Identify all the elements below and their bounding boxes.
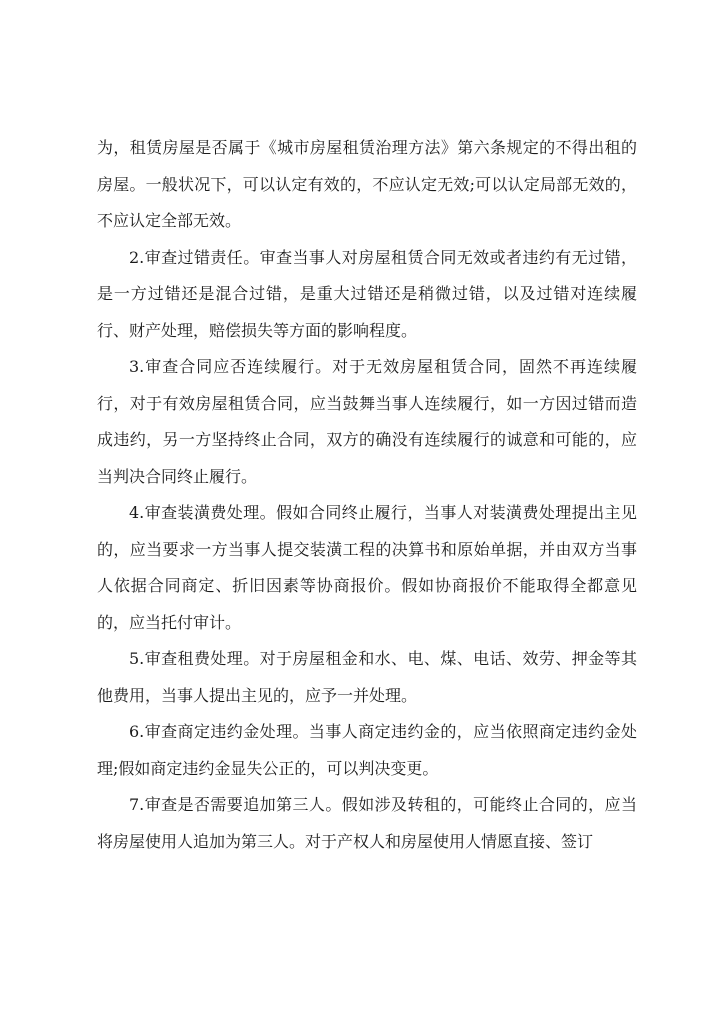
paragraph-decoration-cost: 4.审查装潢费处理。假如合同终止履行，当事人对装潢费处理提出主见的，应当要求一方当事人提交装潢工程的决算书和原始单据，并由双方当事人依据合同商定、折旧因素等协商报价。假如协商报价不能取得全都意见的，应当托付审计。	[97, 503, 637, 632]
document-body	[97, 130, 637, 860]
paragraph-third-party: 7.审查是否需要追加第三人。假如涉及转租的，可能终止合同的，应当将房屋使用人追加为第三人。对于产权人和房屋使用人情愿直接、签订	[97, 795, 637, 851]
paragraph-continuation: 为，租赁房屋是否属于《城市房屋租赁治理方法》第六条规定的不得出租的房屋。一般状况下，可以认定有效的，不应认定无效;可以认定局部无效的，不应认定全部无效。	[97, 138, 637, 230]
paragraph-fault-liability: 2.审查过错责任。审查当事人对房屋租赁合同无效或者违约有无过错，是一方过错还是混合过错，是重大过错还是稍微过错，以及过错对连续履行、财产处理，赔偿损失等方面的影响程度。	[97, 247, 637, 340]
paragraph-continued-performance: 3.审查合同应否连续履行。对于无效房屋租赁合同，固然不再连续履行，对于有效房屋租赁合同，应当鼓舞当事人连续履行，如一方因过错而造成违约，另一方坚持终止合同，双方的确没有连续履行的诚意和可能的，应当判决合同终止履行。	[97, 357, 637, 486]
paragraph-liquidated-damages: 6.审查商定违约金处理。当事人商定违约金的，应当依照商定违约金处理;假如商定违约金显失公正的，可以判决变更。	[97, 722, 637, 778]
paragraph-rent-fees: 5.审查租费处理。对于房屋租金和水、电、煤、电话、效劳、押金等其他费用，当事人提出主见的，应予一并处理。	[97, 649, 637, 705]
